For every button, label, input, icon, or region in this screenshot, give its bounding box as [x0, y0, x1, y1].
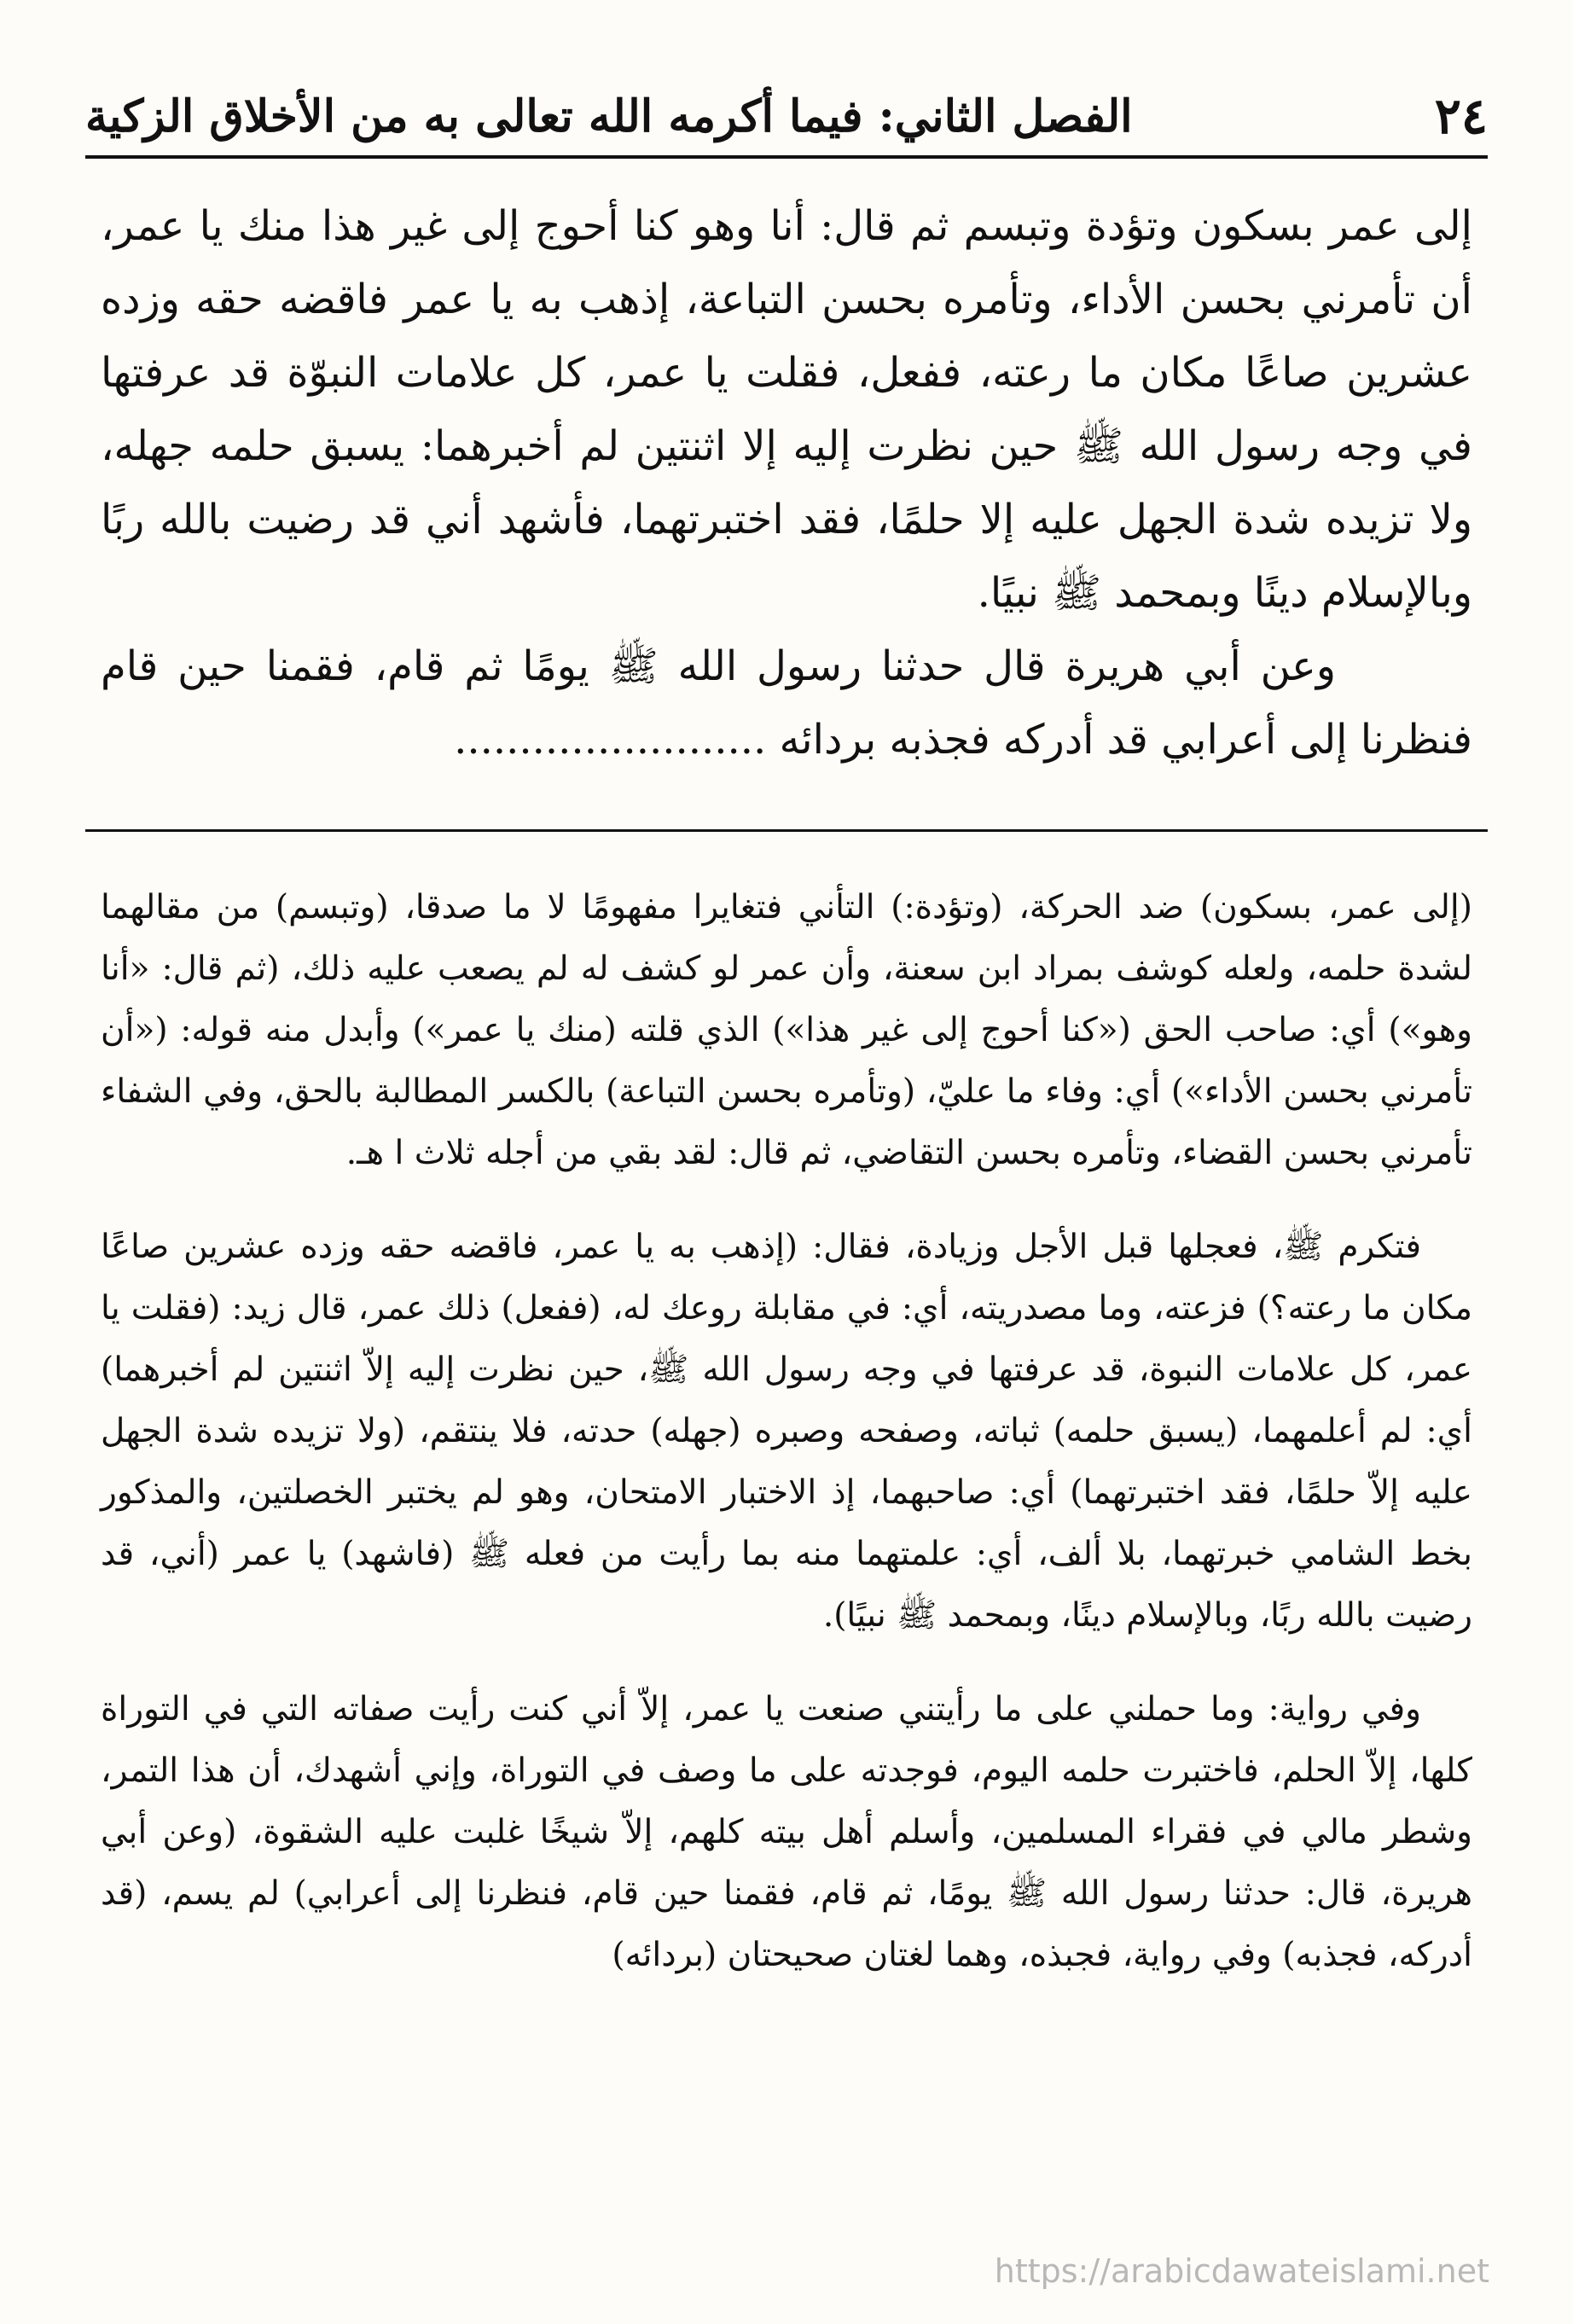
hadith-paragraph-1: إلى عمر بسكون وتؤدة وتبسم ثم قال: أنا وهو كنا أحوج إلى غير هذا منك يا عمر، أن تأمرني بحسن الأداء، وتأمره بحسن التباعة، إذهب به يا عمر فاقضه حقه وزده عشرين صاعًا مكان ما رعته، ففعل، فقلت يا عمر، كل علامات النبوّة قد عرفتها في وجه رسول الله ﷺ حين نظرت إليه إلا اثنتين لم أخبرهما: يسبق حلمه جهله، ولا تزيده شدة الجهل عليه إلا حلمًا، فقد اختبرتهما، فأشهد أني قد رضيت بالله ربًا وبالإسلام دينًا وبمحمد ﷺ نبيًا. [101, 202, 1472, 617]
commentary-divider [85, 829, 1488, 832]
header-divider [85, 155, 1488, 159]
hadith-text [101, 189, 1472, 776]
page-number: ٢٤ [1434, 87, 1488, 145]
hadith-paragraph-2-text: وعن أبي هريرة قال حدثنا رسول الله ﷺ يومًا ثم قام، فقمنا حين قام فنظرنا إلى أعرابي قد أدركه فجذبه بردائه [101, 642, 1472, 764]
chapter-title: الفصل الثاني: فيما أكرمه الله تعالى به من الأخلاق الزكية [85, 90, 1133, 142]
hadith-paragraph-2 [101, 630, 1472, 776]
commentary-text [101, 877, 1472, 2019]
continuation-dots: ........................ [454, 716, 767, 764]
watermark-url: https://arabicdawateislami.net [994, 2252, 1489, 2290]
commentary-paragraph-1: (إلى عمر، بسكون) ضد الحركة، (وتؤدة:) التأني فتغايرا مفهومًا لا ما صدقا، (وتبسم) من مقالهما لشدة حلمه، ولعله كوشف بمراد ابن سعنة، وأن عمر لو كشف له لم يصعب عليه ذلك، (ثم قال: «أنا وهو») أي: صاحب الحق («كنا أحوج إلى غير هذا») الذي قلته (منك يا عمر») وأبدل منه قوله: («أن تأمرني بحسن الأداء») أي: وفاء ما عليّ، (وتأمره بحسن التباعة) بالكسر المطالبة بالحق، وفي الشفاء تأمرني بحسن القضاء، وتأمره بحسن التقاضي، ثم قال: لقد بقي من أجله ثلاث ا هـ. [101, 888, 1472, 1172]
commentary-paragraph-3: وفي رواية: وما حملني على ما رأيتني صنعت يا عمر، إلاّ أني كنت رأيت صفاته التي في التوراة كلها، إلاّ الحلم، فاختبرت حلمه اليوم، فوجدته على ما وصف في التوراة، وإني أشهدك، أن هذا التمر، وشطر مالي في فقراء المسلمين، وأسلم أهل بيته كلهم، إلاّ شيخًا غلبت عليه الشقوة، (وعن أبي هريرة، قال: حدثنا رسول الله ﷺ يومًا، ثم قام، فقمنا حين قام، فنظرنا إلى أعرابي) لم يسم، (قد أدركه، فجذبه) وفي رواية، فجبذه، وهما لغتان صحيحتان (بردائه) [101, 1690, 1472, 1974]
commentary-paragraph-2: فتكرم ﷺ، فعجلها قبل الأجل وزيادة، فقال: (إذهب به يا عمر، فاقضه حقه وزده عشرين صاعًا مكان ما رعته؟) فزعته، وما مصدريته، أي: في مقابلة روعك له، (ففعل) ذلك عمر، قال زيد: (فقلت يا عمر، كل علامات النبوة، قد عرفتها في وجه رسول الله ﷺ، حين نظرت إليه إلاّ اثنتين لم أخبرهما) أي: لم أعلمهما، (يسبق حلمه) ثباته، وصفحه وصبره (جهله) حدته، فلا ينتقم، (ولا تزيده شدة الجهل عليه إلاّ حلمًا، فقد اختبرتهما) أي: صاحبهما، إذ الاختبار الامتحان، وهو لم يختبر الخصلتين، والمذكور بخط الشامي خبرتهما، بلا ألف، أي: علمتهما منه بما رأيت من فعله ﷺ (فاشهد) يا عمر (أني، قد رضيت بالله ربًا، وبالإسلام دينًا، وبمحمد ﷺ نبيًا). [101, 1228, 1472, 1635]
page-header [85, 82, 1488, 150]
